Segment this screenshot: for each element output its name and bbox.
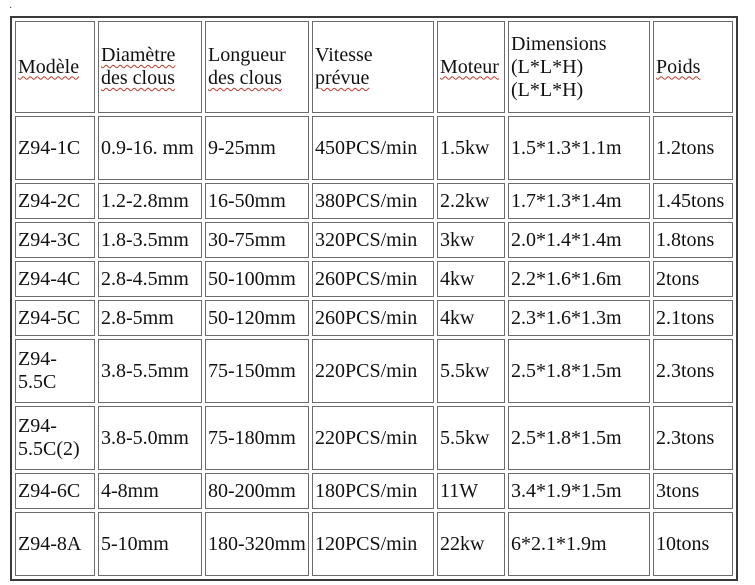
- cell-motor: 11W: [437, 473, 505, 509]
- cell-weight: 10tons: [653, 512, 733, 576]
- cell-weight: 2.1tons: [653, 300, 733, 336]
- cell-diameter: 0.9-16. mm: [98, 116, 202, 180]
- cell-diameter: 4-8mm: [98, 473, 202, 509]
- cell-speed: 320PCS/min: [312, 222, 434, 258]
- cell-dimensions: 2.5*1.8*1.5m: [508, 339, 650, 403]
- table-row: [15, 406, 733, 470]
- cell-weight: 1.8tons: [653, 222, 733, 258]
- cell-speed: 220PCS/min: [312, 406, 434, 470]
- cell-length: 75-150mm: [205, 339, 309, 403]
- cell-model: Z94-5C: [15, 300, 95, 336]
- corner-dot: ·: [9, 3, 13, 14]
- cell-model: Z94-5.5C: [15, 339, 95, 403]
- cell-motor: 22kw: [437, 512, 505, 576]
- cell-length: 50-100mm: [205, 261, 309, 297]
- table-row: [15, 339, 733, 403]
- cell-speed: 220PCS/min: [312, 339, 434, 403]
- cell-motor: 1.5kw: [437, 116, 505, 180]
- table-row: [15, 300, 733, 336]
- cell-length: 180-320mm: [205, 512, 309, 576]
- cell-length: 50-120mm: [205, 300, 309, 336]
- cell-motor: 5.5kw: [437, 406, 505, 470]
- cell-dimensions: 2.5*1.8*1.5m: [508, 406, 650, 470]
- cell-motor: 4kw: [437, 300, 505, 336]
- table-row: [15, 473, 733, 509]
- cell-diameter: 2.8-4.5mm: [98, 261, 202, 297]
- cell-model: Z94-3C: [15, 222, 95, 258]
- cell-speed: 380PCS/min: [312, 183, 434, 219]
- cell-model: Z94-2C: [15, 183, 95, 219]
- cell-weight: 1.45tons: [653, 183, 733, 219]
- cell-length: 30-75mm: [205, 222, 309, 258]
- cell-length: 75-180mm: [205, 406, 309, 470]
- header-dimensions: Dimensions (L*L*H) (L*L*H): [508, 21, 650, 113]
- header-length: Longueur des clous: [205, 21, 309, 113]
- header-weight: Poids: [653, 21, 733, 113]
- cell-diameter: 3.8-5.5mm: [98, 339, 202, 403]
- cell-length: 9-25mm: [205, 116, 309, 180]
- cell-model: Z94-5.5C(2): [15, 406, 95, 470]
- cell-model: Z94-8A: [15, 512, 95, 576]
- cell-dimensions: 1.5*1.3*1.1m: [508, 116, 650, 180]
- cell-dimensions: 2.2*1.6*1.6m: [508, 261, 650, 297]
- cell-dimensions: 1.7*1.3*1.4m: [508, 183, 650, 219]
- cell-dimensions: 6*2.1*1.9m: [508, 512, 650, 576]
- cell-model: Z94-6C: [15, 473, 95, 509]
- cell-dimensions: 2.3*1.6*1.3m: [508, 300, 650, 336]
- header-diameter: Diamètre des clous: [98, 21, 202, 113]
- table-row: [15, 512, 733, 576]
- cell-speed: 450PCS/min: [312, 116, 434, 180]
- cell-dimensions: 2.0*1.4*1.4m: [508, 222, 650, 258]
- header-speed: Vitesse prévue: [312, 21, 434, 113]
- cell-length: 16-50mm: [205, 183, 309, 219]
- cell-length: 80-200mm: [205, 473, 309, 509]
- cell-weight: 2.3tons: [653, 406, 733, 470]
- cell-model: Z94-1C: [15, 116, 95, 180]
- cell-weight: 1.2tons: [653, 116, 733, 180]
- cell-speed: 120PCS/min: [312, 512, 434, 576]
- cell-dimensions: 3.4*1.9*1.5m: [508, 473, 650, 509]
- cell-speed: 260PCS/min: [312, 300, 434, 336]
- table-row: [15, 183, 733, 219]
- cell-diameter: 3.8-5.0mm: [98, 406, 202, 470]
- cell-diameter: 1.2-2.8mm: [98, 183, 202, 219]
- cell-weight: 3tons: [653, 473, 733, 509]
- header-motor: Moteur: [437, 21, 505, 113]
- cell-speed: 260PCS/min: [312, 261, 434, 297]
- table-row: [15, 116, 733, 180]
- cell-diameter: 1.8-3.5mm: [98, 222, 202, 258]
- table-row: [15, 261, 733, 297]
- cell-motor: 4kw: [437, 261, 505, 297]
- cell-model: Z94-4C: [15, 261, 95, 297]
- cell-diameter: 2.8-5mm: [98, 300, 202, 336]
- cell-motor: 5.5kw: [437, 339, 505, 403]
- cell-weight: 2tons: [653, 261, 733, 297]
- cell-weight: 2.3tons: [653, 339, 733, 403]
- cell-speed: 180PCS/min: [312, 473, 434, 509]
- header-model: Modèle: [15, 21, 95, 113]
- cell-motor: 3kw: [437, 222, 505, 258]
- table-row: [15, 222, 733, 258]
- cell-motor: 2.2kw: [437, 183, 505, 219]
- header-row: [15, 21, 733, 113]
- cell-diameter: 5-10mm: [98, 512, 202, 576]
- nail-machine-spec-table: [10, 16, 738, 581]
